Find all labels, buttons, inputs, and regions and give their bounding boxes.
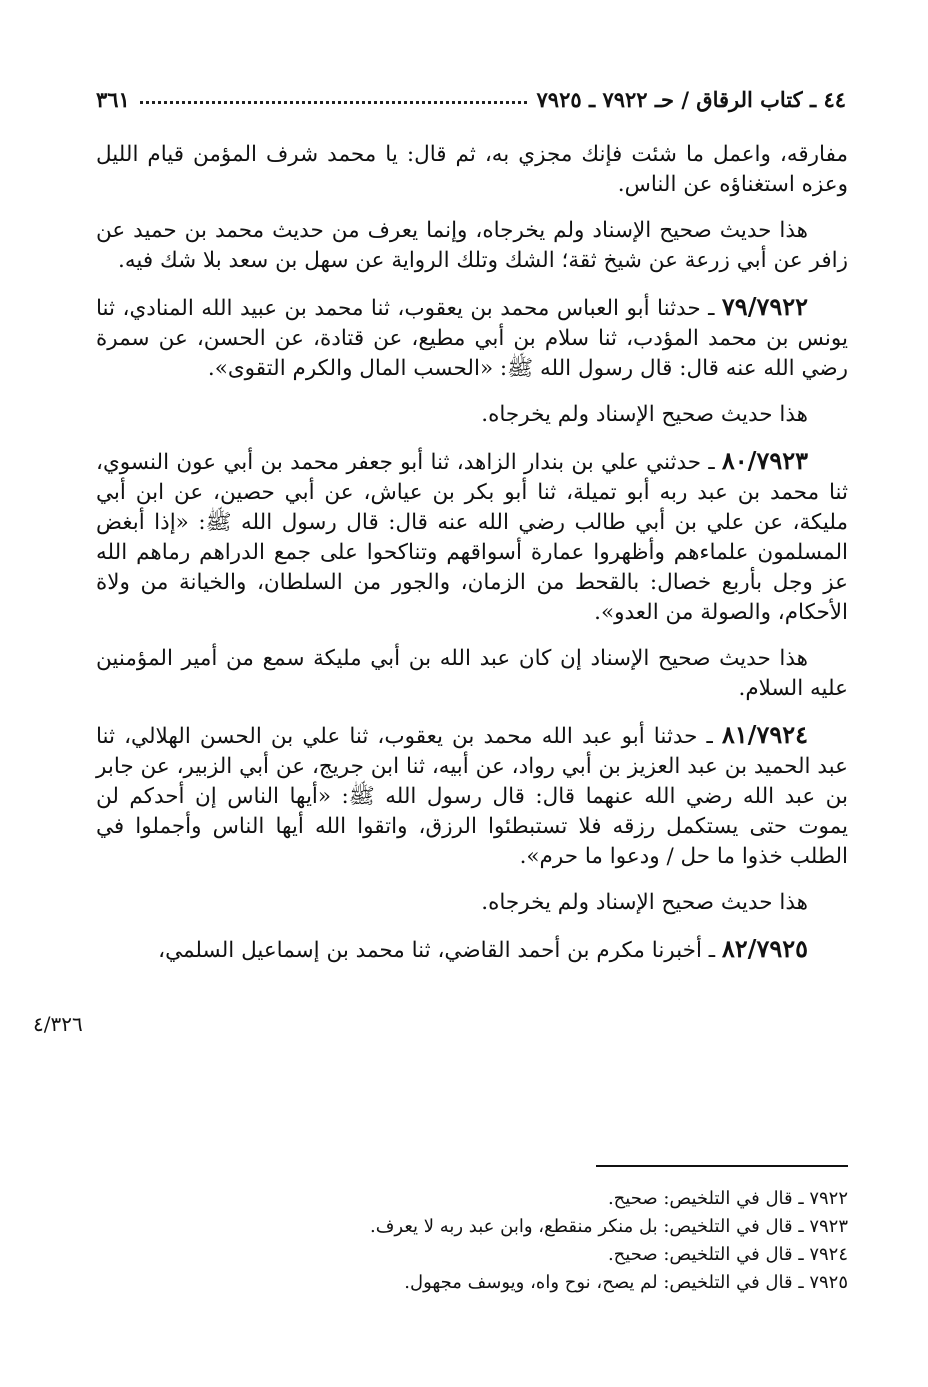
hadith-text: حدثنا أبو عبد الله محمد بن يعقوب، ثنا علي بن الحسن الهلالي، ثنا عبد الحميد بن عبد العزيز بن أبي رواد، عن أبيه، ثنا ابن جريج، عن أبي الزبير، عن جابر بن عبد الله رضي الله عنهما قال: قال رسول الله ﷺ: «أيها الناس إن أحدكم لن يموت حتى يستكمل رزقه فلا تستبطئوا الرزق، واتقوا الله أيها الناس وأجملوا في الطلب خذوا ما حل / ودعوا ما حرم». bbox=[96, 724, 848, 869]
footnotes bbox=[300, 1185, 848, 1297]
paragraph-continuation bbox=[96, 140, 848, 200]
hadith-7925: ٨٢/٧٩٢٥ ـ أخبرنا مكرم بن أحمد القاضي، ثنا محمد بن إسماعيل السلمي، bbox=[158, 934, 808, 963]
hadith-text: أخبرنا مكرم بن أحمد القاضي، ثنا محمد بن إسماعيل السلمي، bbox=[158, 938, 702, 963]
footnote-separator bbox=[596, 1165, 848, 1167]
hadith-7924: ٨١/٧٩٢٤ ـ حدثنا أبو عبد الله محمد بن يعقوب، ثنا علي بن الحسن الهلالي، ثنا عبد الحميد بن عبد العزيز بن أبي رواد، عن أبيه، ثنا ابن جريج، عن أبي الزبير، عن جابر بن عبد الله رضي الله عنهما قال: قال رسول الله ﷺ: «أيها الناس إن أحدكم لن يموت حتى يستكمل رزقه فلا تستبطئوا الرزق، واتقوا الله أيها الناس وأجملوا في الطلب خذوا ما حل / ودعوا ما حرم». bbox=[96, 720, 848, 869]
paragraph-text: هذا حديث صحيح الإسناد ولم يخرجاه، وإنما يعرف من حديث محمد بن حميد عن زافر عن أبي زرعة عن شيخ ثقة؛ الشك وتلك الرواية عن سهل بن سعد بلا شك فيه. bbox=[96, 218, 848, 273]
hadith-text: حدثني علي بن بندار الزاهد، ثنا أبو جعفر محمد بن أبي عون النسوي، ثنا محمد بن عبد ربه أبو تميلة، ثنا أبو بكر بن عياش، عن أبي حصين، عن ابن أبي مليكة، عن علي بن أبي طالب رضي الله عنه قال: قال رسول الله ﷺ: «إذا أبغض المسلمون علماءهم وأظهروا عمارة أسواقهم وتناكحوا على جمع الدراهم رماهم الله عز وجل بأربع خصال: بالقحط من الزمان، والجور من السلطان، والخيانة من ولاة الأحكام، والصولة من العدو». bbox=[96, 450, 848, 625]
footnote-item: ٧٩٢٢ ـ قال في التلخيص: صحيح. bbox=[607, 1188, 848, 1209]
main-text bbox=[96, 140, 848, 982]
footnote-item: ٧٩٢٣ ـ قال في التلخيص: بل منكر منقطع، وابن عبد ربه لا يعرف. bbox=[370, 1216, 848, 1237]
header-dot-leader bbox=[140, 101, 527, 104]
hadith-number: ٧٩/٧٩٢٢ bbox=[721, 292, 809, 321]
running-title: ٤٤ ـ كتاب الرقاق / حـ ٧٩٢٢ ـ ٧٩٢٥ bbox=[536, 87, 846, 112]
paragraph-ruling bbox=[96, 400, 848, 430]
paragraph-ruling bbox=[96, 644, 848, 704]
margin-page-reference: ٤/٣٢٦ bbox=[33, 1012, 83, 1036]
hadith-number: ٨٠/٧٩٢٣ bbox=[721, 446, 808, 475]
hadith-7923: ٨٠/٧٩٢٣ ـ حدثني علي بن بندار الزاهد، ثنا أبو جعفر محمد بن أبي عون النسوي، ثنا محمد بن عبد ربه أبو تميلة، ثنا أبو بكر بن عياش، عن أبي حصين، عن ابن أبي مليكة، عن علي بن أبي طالب رضي الله عنه قال: قال رسول الله ﷺ: «إذا أبغض المسلمون علماءهم وأظهروا عمارة أسواقهم وتناكحوا على جمع الدراهم رماهم الله عز وجل بأربع خصال: بالقحط من الزمان، والجور من السلطان، والخيانة من ولاة الأحكام، والصولة من العدو». bbox=[96, 446, 848, 625]
paragraph-text: هذا حديث صحيح الإسناد ولم يخرجاه. bbox=[481, 890, 808, 915]
footnote-item: ٧٩٢٤ ـ قال في التلخيص: صحيح. bbox=[607, 1244, 848, 1265]
paragraph-text: مفارقه، واعمل ما شئت فإنك مجزي به، ثم قال: يا محمد شرف المؤمن قيام الليل وعزه استغناؤه عن الناس. bbox=[96, 142, 848, 197]
hadith-7922: ٧٩/٧٩٢٢ ـ حدثنا أبو العباس محمد بن يعقوب، ثنا محمد بن عبيد الله المنادي، ثنا يونس بن محمد المؤدب، ثنا سلام بن أبي مطيع، عن قتادة، عن الحسن، عن سمرة رضي الله عنه قال: قال رسول الله ﷺ: «الحسب المال والكرم التقوى». bbox=[96, 292, 848, 381]
hadith-number: ٨١/٧٩٢٤ bbox=[721, 720, 808, 749]
paragraph-text: هذا حديث صحيح الإسناد إن كان عبد الله بن أبي مليكة سمع من أمير المؤمنين عليه السلام. bbox=[96, 646, 848, 701]
running-header bbox=[96, 78, 846, 112]
paragraph-ruling bbox=[96, 888, 848, 918]
paragraph-text: هذا حديث صحيح الإسناد ولم يخرجاه. bbox=[481, 402, 808, 427]
page-number: ٣٦١ bbox=[96, 87, 130, 112]
hadith-text: حدثنا أبو العباس محمد بن يعقوب، ثنا محمد بن عبيد الله المنادي، ثنا يونس بن محمد المؤدب، ثنا سلام بن أبي مطيع، عن قتادة، عن الحسن، عن سمرة رضي الله عنه قال: قال رسول الله ﷺ: «الحسب المال والكرم التقوى». bbox=[96, 296, 848, 381]
paragraph-ruling bbox=[96, 216, 848, 276]
footnote-item: ٧٩٢٥ ـ قال في التلخيص: لم يصح، نوح واه، ويوسف مجهول. bbox=[404, 1272, 848, 1293]
hadith-number: ٨٢/٧٩٢٥ bbox=[721, 934, 808, 963]
